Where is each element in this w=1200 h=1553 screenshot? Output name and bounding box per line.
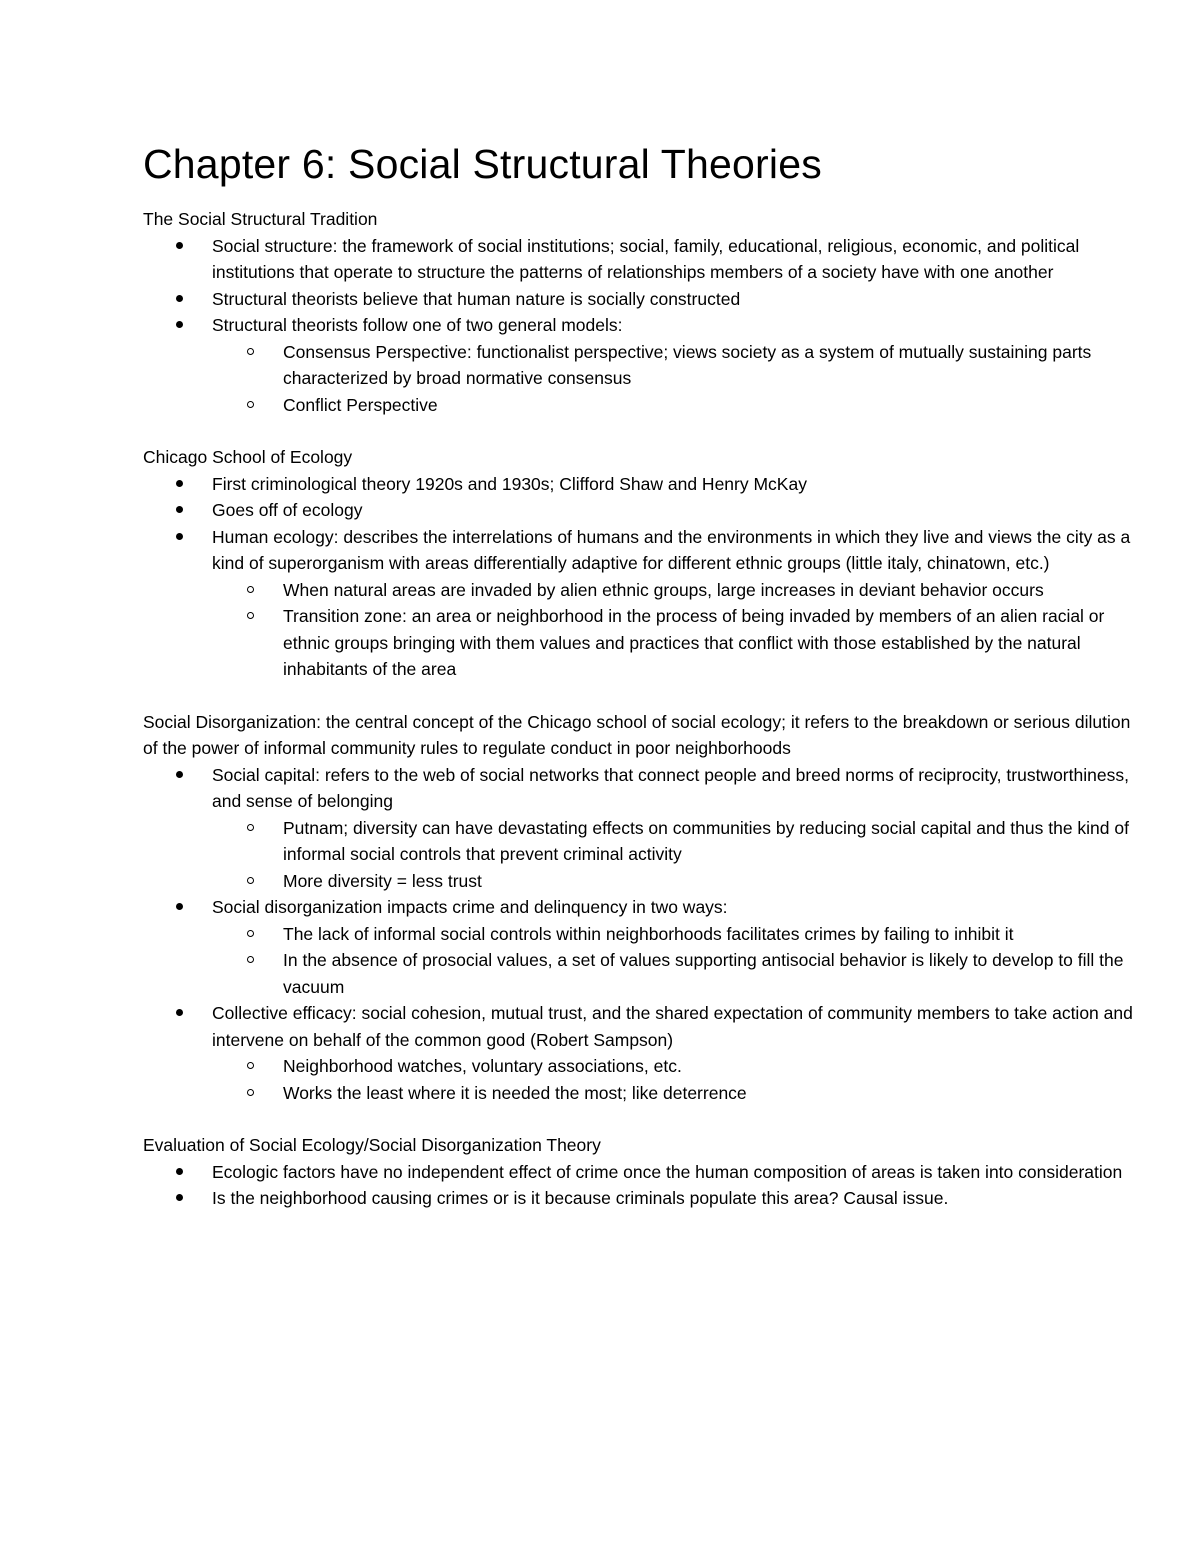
bullet-disc-icon bbox=[176, 480, 183, 487]
document-title: Chapter 6: Social Structural Theories bbox=[143, 141, 822, 187]
bullet-text: Structural theorists follow one of two general models: bbox=[212, 315, 623, 335]
bullet-text: Collective efficacy: social cohesion, mutual trust, and the shared expectation of community members to take action and intervene on behalf of the common good (Robert Sampson) bbox=[212, 1003, 1133, 1050]
section-heading: Chicago School of Ecology bbox=[143, 447, 353, 467]
bullet-disc-icon bbox=[176, 1194, 183, 1201]
bullet-disc-icon bbox=[176, 1168, 183, 1175]
bullet-disc-icon bbox=[176, 771, 183, 778]
bullet-disc-icon bbox=[176, 903, 183, 910]
bullet-item bbox=[212, 1185, 1140, 1212]
sub-bullet-item bbox=[283, 921, 1140, 948]
sub-bullet-item bbox=[283, 947, 1140, 1000]
sub-bullet-text: More diversity = less trust bbox=[283, 870, 482, 891]
bullet-item bbox=[212, 497, 1140, 524]
bullet-item bbox=[212, 312, 1140, 418]
sub-bullet-list bbox=[212, 921, 1140, 1001]
bullet-list bbox=[143, 762, 1140, 1107]
sub-bullet-item bbox=[283, 1053, 1140, 1080]
bullet-circle-icon bbox=[247, 956, 254, 963]
bullet-disc-icon bbox=[176, 242, 183, 249]
section-heading: Evaluation of Social Ecology/Social Disorganization Theory bbox=[143, 1135, 601, 1155]
sub-bullet-text: Works the least where it is needed the most; like deterrence bbox=[283, 1082, 747, 1103]
bullet-disc-icon bbox=[176, 321, 183, 328]
bullet-item bbox=[212, 894, 1140, 1000]
section-heading: Social Disorganization: the central concept of the Chicago school of social ecology; it refers to the breakdown or serious dilution of the power of informal community rules to regulate conduct in poor neighborhoods bbox=[143, 711, 1131, 758]
sub-bullet-list bbox=[212, 815, 1140, 895]
sub-bullet-item bbox=[283, 577, 1140, 604]
bullet-circle-icon bbox=[247, 586, 254, 593]
section-heading: The Social Structural Tradition bbox=[143, 209, 378, 229]
sub-bullet-text: When natural areas are invaded by alien ethnic groups, large increases in deviant behavior occurs bbox=[283, 579, 1044, 600]
bullet-text: Social capital: refers to the web of social networks that connect people and breed norms of reciprocity, trustworthiness, and sense of belonging bbox=[212, 764, 1129, 811]
sub-bullet-text: In the absence of prosocial values, a set of values supporting antisocial behavior is likely to develop to fill the vacuum bbox=[283, 950, 1124, 997]
sub-bullet-text: Neighborhood watches, voluntary associations, etc. bbox=[283, 1056, 682, 1076]
section bbox=[143, 1132, 1140, 1212]
sub-bullet-item bbox=[283, 339, 1140, 392]
bullet-text: Social structure: the framework of social institutions; social, family, educational, religious, economic, and political institutions that operate to structure the patterns of relationships members of a society have with one another bbox=[212, 235, 1080, 282]
bullet-text: Human ecology: describes the interrelations of humans and the environments in which they live and views the city as a kind of superorganism with areas differentially adaptive for different ethnic groups (little italy, chinatown, etc.) bbox=[212, 526, 1131, 573]
sub-bullet-text: Consensus Perspective: functionalist perspective; views society as a system of mutually sustaining parts characterized by broad normative consensus bbox=[283, 341, 1092, 388]
bullet-item bbox=[212, 286, 1140, 313]
sub-bullet-list bbox=[212, 1053, 1140, 1106]
bullet-circle-icon bbox=[247, 1062, 254, 1069]
bullet-circle-icon bbox=[247, 612, 254, 619]
bullet-text: Ecologic factors have no independent effect of crime once the human composition of areas is taken into consideration bbox=[212, 1161, 1123, 1182]
bullet-item bbox=[212, 524, 1140, 683]
section bbox=[143, 709, 1140, 1107]
sub-bullet-text: Putnam; diversity can have devastating effects on communities by reducing social capital and thus the kind of informal social controls that prevent criminal activity bbox=[283, 817, 1129, 864]
bullet-circle-icon bbox=[247, 348, 254, 355]
bullet-circle-icon bbox=[247, 877, 254, 884]
bullet-circle-icon bbox=[247, 401, 254, 408]
bullet-item bbox=[212, 1000, 1140, 1106]
bullet-circle-icon bbox=[247, 930, 254, 937]
section bbox=[143, 444, 1140, 683]
bullet-item bbox=[212, 233, 1140, 286]
bullet-disc-icon bbox=[176, 506, 183, 513]
document-body bbox=[143, 206, 1140, 1212]
bullet-circle-icon bbox=[247, 824, 254, 831]
bullet-text: Social disorganization impacts crime and delinquency in two ways: bbox=[212, 897, 728, 917]
bullet-list bbox=[143, 471, 1140, 683]
bullet-list bbox=[143, 1159, 1140, 1212]
bullet-text: First criminological theory 1920s and 1930s; Clifford Shaw and Henry McKay bbox=[212, 473, 807, 494]
sub-bullet-text: Transition zone: an area or neighborhood in the process of being invaded by members of an alien racial or ethnic groups bringing with them values and practices that conflict with those established by the natural inhabitants of the area bbox=[283, 606, 1105, 679]
sub-bullet-item bbox=[283, 868, 1140, 895]
sub-bullet-item bbox=[283, 603, 1140, 683]
bullet-disc-icon bbox=[176, 533, 183, 540]
sub-bullet-item bbox=[283, 392, 1140, 419]
sub-bullet-list bbox=[212, 339, 1140, 419]
bullet-circle-icon bbox=[247, 1089, 254, 1096]
sub-bullet-text: The lack of informal social controls within neighborhoods facilitates crimes by failing to inhibit it bbox=[283, 923, 1014, 944]
bullet-text: Structural theorists believe that human nature is socially constructed bbox=[212, 288, 741, 309]
bullet-disc-icon bbox=[176, 295, 183, 302]
section bbox=[143, 206, 1140, 418]
bullet-text: Goes off of ecology bbox=[212, 500, 363, 520]
sub-bullet-item bbox=[283, 815, 1140, 868]
bullet-disc-icon bbox=[176, 1009, 183, 1016]
bullet-text: Is the neighborhood causing crimes or is it because criminals populate this area? Causal issue. bbox=[212, 1188, 949, 1208]
bullet-list bbox=[143, 233, 1140, 419]
sub-bullet-item bbox=[283, 1080, 1140, 1107]
bullet-item bbox=[212, 762, 1140, 895]
bullet-item bbox=[212, 1159, 1140, 1186]
sub-bullet-text: Conflict Perspective bbox=[283, 394, 438, 415]
bullet-item bbox=[212, 471, 1140, 498]
sub-bullet-list bbox=[212, 577, 1140, 683]
